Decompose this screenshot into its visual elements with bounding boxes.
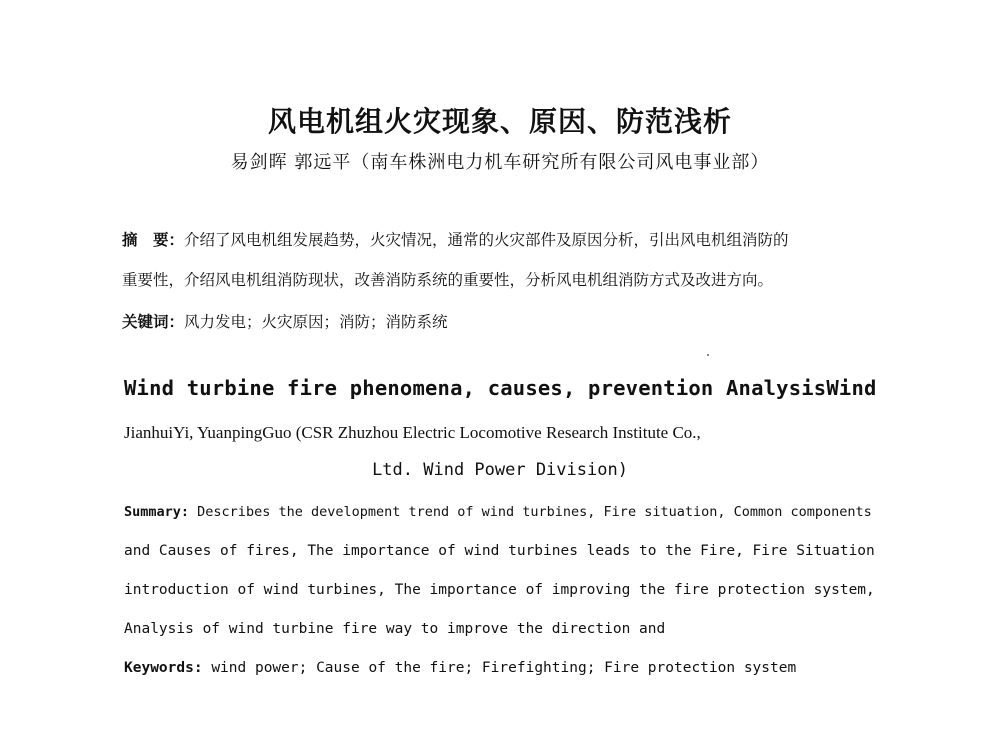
keywords-cn-text: 风力发电；火灾原因；消防；消防系统 bbox=[184, 313, 448, 331]
english-summary-line-3: introduction of wind turbines, The importance of improving the fire protection system, bbox=[124, 582, 875, 598]
abstract-cn-line-2: 重要性，介绍风电机组消防现状，改善消防系统的重要性，分析风电机组消防方式及改进方向。 bbox=[122, 271, 774, 289]
english-title: Wind turbine fire phenomena, causes, prevention AnalysisWind bbox=[124, 376, 877, 400]
english-keywords-text: wind power; Cause of the fire; Firefighting; Fire protection system bbox=[211, 660, 797, 676]
abstract-cn-text-1: 介绍了风电机组发展趋势，火灾情况，通常的火灾部件及原因分析，引出风电机组消防的 bbox=[184, 231, 789, 249]
english-keywords-label: Keywords: bbox=[124, 660, 203, 676]
paper-title: 风电机组火灾现象、原因、防范浅析 bbox=[267, 105, 732, 138]
keywords-cn-label: 关键词： bbox=[122, 312, 185, 331]
english-summary-line-2: and Causes of fires, The importance of wind turbines leads to the Fire, Fire Situation bbox=[124, 543, 875, 559]
paper-authors: 易剑晖 郭远平（南车株洲电力机车研究所有限公司风电事业部） bbox=[230, 152, 770, 173]
abstract-cn-label: 摘 要： bbox=[122, 230, 185, 249]
english-authors-line-2: Ltd. Wind Power Division) bbox=[372, 460, 628, 480]
keywords-cn-line bbox=[122, 310, 448, 332]
english-authors-line-1: JianhuiYi, YuanpingGuo (CSR Zhuzhou Electric Locomotive Research Institute Co., bbox=[124, 423, 701, 442]
english-summary-label: Summary: bbox=[124, 504, 190, 520]
english-summary-text-1: Describes the development trend of wind turbines, Fire situation, Common components bbox=[197, 504, 872, 520]
english-summary-line-4: Analysis of wind turbine fire way to improve the direction and bbox=[124, 621, 666, 637]
english-summary-line-1 bbox=[124, 504, 872, 520]
abstract-cn-line-1 bbox=[122, 228, 789, 250]
english-keywords-line bbox=[124, 660, 796, 676]
scan-speck bbox=[707, 354, 709, 356]
